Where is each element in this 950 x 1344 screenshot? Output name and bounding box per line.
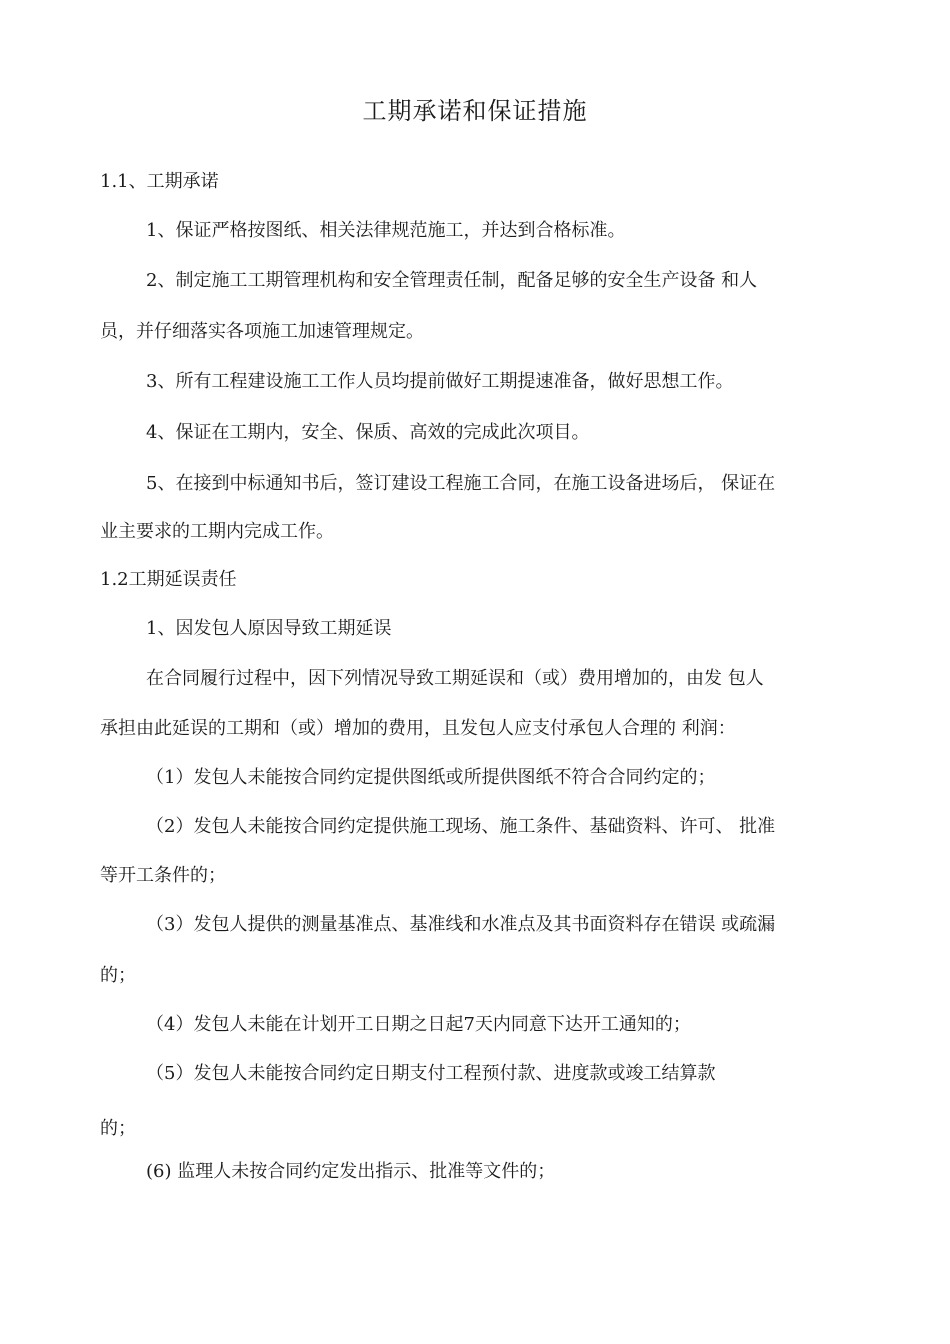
paragraph-line: 1、保证严格按图纸、相关法律规范施工，并达到合格标准。 (146, 220, 626, 241)
list-item-line: （4）发包人未能在计划开工日期之日起7天内同意下达开工通知的； (146, 1014, 691, 1035)
list-item-line: （5）发包人未能按合同约定日期支付工程预付款、进度款或竣工结算款 (146, 1063, 716, 1084)
paragraph-line: 3、所有工程建设施工工作人员均提前做好工期提速准备，做好思想工作。 (146, 371, 734, 392)
paragraph-line: 4、保证在工期内，安全、保质、高效的完成此次项目。 (146, 422, 590, 443)
paragraph-line: 业主要求的工期内完成工作。 (100, 521, 334, 542)
paragraph-line: 在合同履行过程中，因下列情况导致工期延误和（或）费用增加的，由发 包人 (146, 668, 764, 689)
section-heading-1-2: 1.2工期延误责任 (100, 569, 237, 590)
document-title: 工期承诺和保证措施 (362, 97, 588, 125)
list-item-line: (6) 监理人未按合同约定发出指示、批准等文件的； (146, 1161, 556, 1182)
paragraph-line: 员，并仔细落实各项施工加速管理规定。 (100, 321, 424, 342)
list-item-line: （2）发包人未能按合同约定提供施工现场、施工条件、基础资料、许可、 批准 (146, 816, 776, 837)
list-item-line: 的； (100, 1118, 136, 1139)
list-item-line: （1）发包人未能按合同约定提供图纸或所提供图纸不符合合同约定的； (146, 767, 716, 788)
paragraph-line: 5、在接到中标通知书后，签订建设工程施工合同，在施工设备进场后， 保证在 (146, 473, 776, 494)
paragraph-line: 1、因发包人原因导致工期延误 (146, 618, 392, 639)
section-heading-1-1: 1.1、工期承诺 (100, 171, 219, 192)
paragraph-line: 2、制定施工工期管理机构和安全管理责任制，配备足够的安全生产设备 和人 (146, 270, 758, 291)
list-item-line: （3）发包人提供的测量基准点、基准线和水准点及其书面资料存在错误 或疏漏 (146, 914, 776, 935)
list-item-line: 等开工条件的； (100, 865, 226, 886)
list-item-line: 的； (100, 965, 136, 986)
paragraph-line: 承担由此延误的工期和（或）增加的费用，且发包人应支付承包人合理的 利润： (100, 718, 736, 739)
